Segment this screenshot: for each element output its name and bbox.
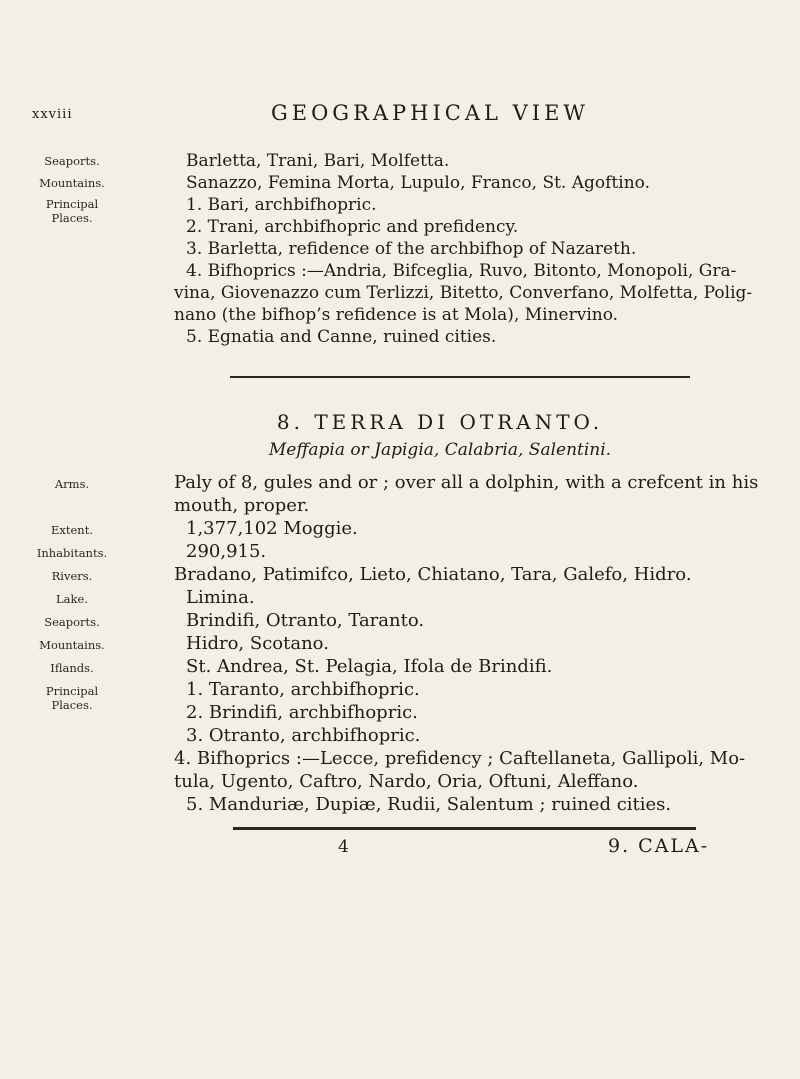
margin-label: Mountains. [39,638,105,652]
page-header [0,101,800,131]
margin-label: Inhabitants. [36,546,108,560]
entry-text: Brindifi, Otranto, Taranto. [186,610,425,631]
section-subtitle: Meffapia or Japigia, Calabria, Salentini. [268,440,612,460]
entry-text: 1,377,102 Moggie. [186,518,358,539]
text-line: 3. Otranto, archbifhopric. [186,725,421,746]
entry-text: Sanazzo, Femina Morta, Lupulo, Franco, St. Agoftino. [186,173,650,193]
margin-label: Rivers. [51,569,93,583]
text-line: 5. Egnatia and Canne, ruined cities. [186,327,497,347]
text-line: 2. Brindifi, archbifhopric. [186,702,418,723]
page-footer [0,835,800,865]
margin-label: Seaports. [44,154,100,168]
entry-text: Barletta, Trani, Bari, Molfetta. [186,151,450,171]
section-divider [230,376,690,378]
entry-text: Bradano, Patimifco, Lieto, Chiatano, Tara, Galefo, Hidro. [174,564,692,585]
margin-label: Iflands. [50,661,94,675]
text-line: 4. Bifhoprics :—Lecce, prefidency ; Caftellaneta, Gallipoli, Mo- [174,748,746,769]
entry-text: St. Andrea, St. Pelagia, Ifola de Brindifi. [186,656,553,677]
text-line: 3. Barletta, refidence of the archbifhop of Nazareth. [186,239,637,259]
section-heading: 8. TERRA DI OTRANTO. [276,410,604,434]
margin-label: Principal Places. [45,684,99,712]
text-line: nano (the bifhop’s refidence is at Mola), Minervino. [174,305,619,325]
margin-label: Lake. [56,592,88,606]
entry-text: Hidro, Scotano. [186,633,329,654]
entry-text: 290,915. [186,541,267,562]
running-title: GEOGRAPHICAL VIEW [270,101,590,125]
catchword: 9. CALA- [608,835,710,857]
text-line: tula, Ugento, Caftro, Nardo, Oria, Oftuni, Aleffano. [174,771,639,792]
entry-text: Paly of 8, gules and or ; over all a dolphin, with a crefcent in his [174,472,759,493]
text-line: mouth, proper. [174,495,310,516]
page-number: xxviii [32,107,73,122]
text-line: vina, Giovenazzo cum Terlizzi, Bitetto, Converfano, Molfetta, Polig- [174,283,753,303]
text-line: 4. Bifhoprics :—Andria, Bifceglia, Ruvo, Bitonto, Monopoli, Gra- [186,261,737,281]
entry-text: Limina. [186,587,255,608]
margin-label: Extent. [51,523,93,537]
margin-label: Arms. [54,477,90,491]
margin-label: Principal Places. [45,197,99,225]
signature-mark: 4 [338,837,349,857]
text-line: 5. Manduriæ, Dupiæ, Rudii, Salentum ; ruined cities. [186,794,672,815]
margin-label: Seaports. [44,615,100,629]
entry-text: 1. Bari, archbifhopric. [186,195,377,215]
entry-text: 1. Taranto, archbifhopric. [186,679,420,700]
text-line: 2. Trani, archbifhopric and prefidency. [186,217,519,237]
section-divider [233,827,696,830]
margin-label: Mountains. [39,176,105,190]
